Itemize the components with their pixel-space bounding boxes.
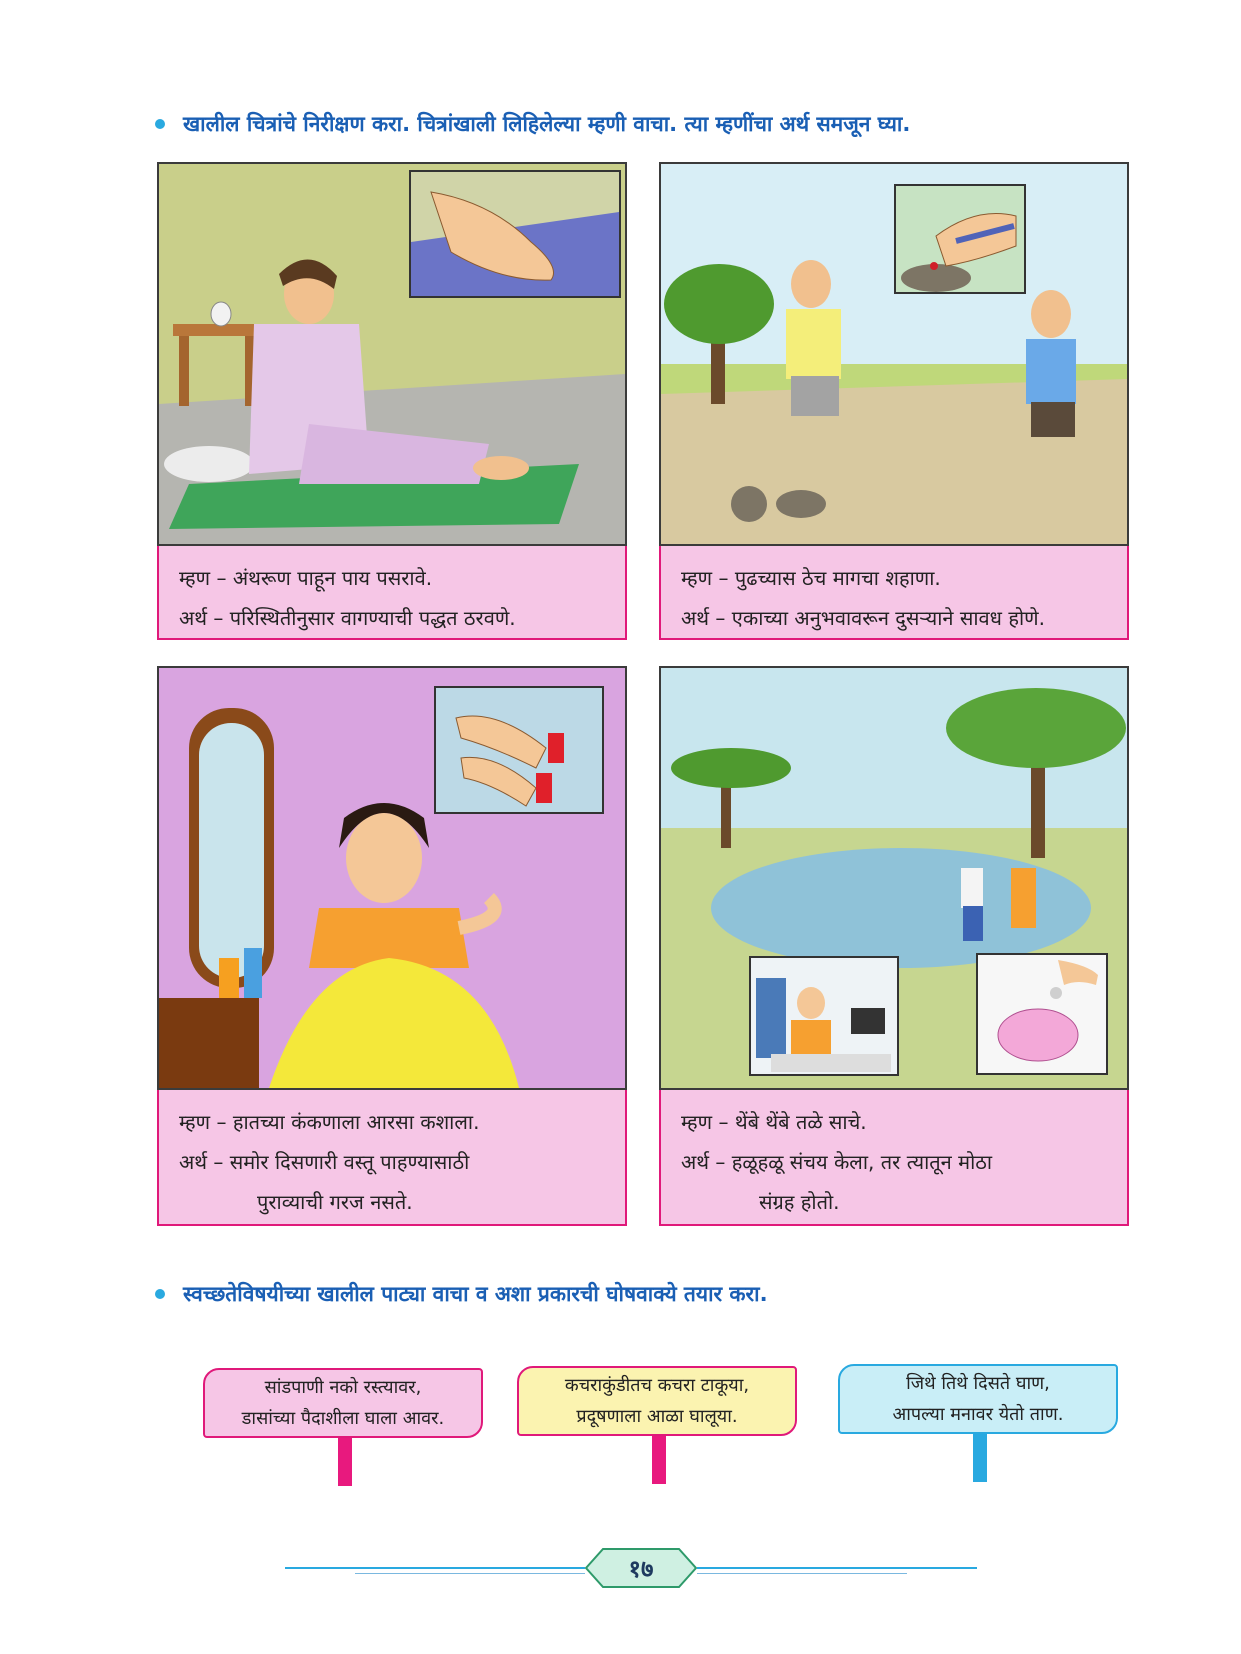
- footer-rule-right: [697, 1567, 977, 1569]
- illustration-girl-with-bangles: [157, 666, 627, 1090]
- proverb-3-meaning-cont: पुराव्याची गरज नसते.: [257, 1190, 413, 1214]
- inset-hands-bangles: [434, 686, 604, 814]
- proverb-panel-2: [659, 162, 1129, 640]
- footer-rule-right-2: [697, 1573, 907, 1574]
- illustration-boy-stubbing-toe: [659, 162, 1129, 546]
- page-number: १७: [628, 1554, 654, 1583]
- signboard-1-board: [203, 1368, 483, 1438]
- proverb-panel-4: [659, 666, 1129, 1226]
- proverb-4-line: म्हण – थेंबे थेंबे तळे साचे.: [681, 1110, 867, 1134]
- footer-rule-left: [285, 1567, 585, 1569]
- inset-girl-reading: [749, 956, 899, 1076]
- bullet-icon: [155, 1289, 165, 1299]
- proverb-1-line: म्हण – अंथरूण पाहून पाय पसरावे.: [179, 566, 433, 590]
- proverb-caption-2: [659, 546, 1129, 640]
- signboard-1-line1: सांडपाणी नको रस्त्यावर,: [264, 1377, 422, 1398]
- proverb-4-meaning-cont: संग्रह होतो.: [759, 1190, 840, 1214]
- instruction-signboards-text: स्वच्छतेविषयीच्या खालील पाट्या वाचा व अशा प्रकारची घोषवाक्ये तयार करा.: [183, 1282, 768, 1306]
- proverb-2-meaning: अर्थ – एकाच्या अनुभवावरून दुसऱ्याने सावध होणे.: [681, 606, 1045, 630]
- inset-feet-on-mat: [409, 170, 621, 298]
- signboard-1-line2: डासांच्या पैदाशीला घाला आवर.: [241, 1408, 445, 1429]
- illustration-boy-on-mat: [157, 162, 627, 546]
- inset-injured-toe: [894, 184, 1026, 294]
- instruction-observe: [155, 110, 910, 138]
- proverb-1-meaning: अर्थ – परिस्थितीनुसार वागण्याची पद्धत ठरवणे.: [179, 606, 516, 630]
- inset-piggy-bank: [976, 953, 1108, 1075]
- proverb-2-line: म्हण – पुढच्यास ठेच मागचा शहाणा.: [681, 566, 941, 590]
- proverb-caption-4: [659, 1090, 1129, 1226]
- signboard-2-line1: कचराकुंडीतच कचरा टाकूया,: [564, 1375, 750, 1396]
- signboard-3-board: [838, 1364, 1118, 1434]
- proverb-3-meaning: अर्थ – समोर दिसणारी वस्तू पाहण्यासाठी: [179, 1150, 470, 1174]
- signboard-2-line2: प्रदूषणाला आळा घालूया.: [576, 1406, 738, 1427]
- proverb-4-meaning: अर्थ – हळूहळू संचय केला, तर त्यातून मोठा: [681, 1150, 993, 1174]
- bullet-icon: [155, 119, 165, 129]
- signboard-1-post: [338, 1438, 352, 1486]
- signboard-2-board: [517, 1366, 797, 1436]
- signboard-3-line2: आपल्या मनावर येतो ताण.: [892, 1404, 1064, 1425]
- proverb-caption-3: [157, 1090, 627, 1226]
- signboard-2-post: [652, 1436, 666, 1484]
- signboard-3-line1: जिथे तिथे दिसते घाण,: [906, 1373, 1050, 1394]
- signboard-3-post: [973, 1434, 987, 1482]
- illustration-rain-pond: [659, 666, 1129, 1090]
- footer-rule-left-2: [355, 1573, 585, 1574]
- instruction-signboards: [155, 1280, 768, 1308]
- instruction-observe-text: खालील चित्रांचे निरीक्षण करा. चित्रांखाली लिहिलेल्या म्हणी वाचा. त्या म्हणींचा अर्थ समजून घ्या.: [183, 112, 911, 136]
- proverb-caption-1: [157, 546, 627, 640]
- proverb-panel-3: [157, 666, 627, 1226]
- proverb-panel-1: [157, 162, 627, 640]
- proverb-3-line: म्हण – हातच्या कंकणाला आरसा कशाला.: [179, 1110, 480, 1134]
